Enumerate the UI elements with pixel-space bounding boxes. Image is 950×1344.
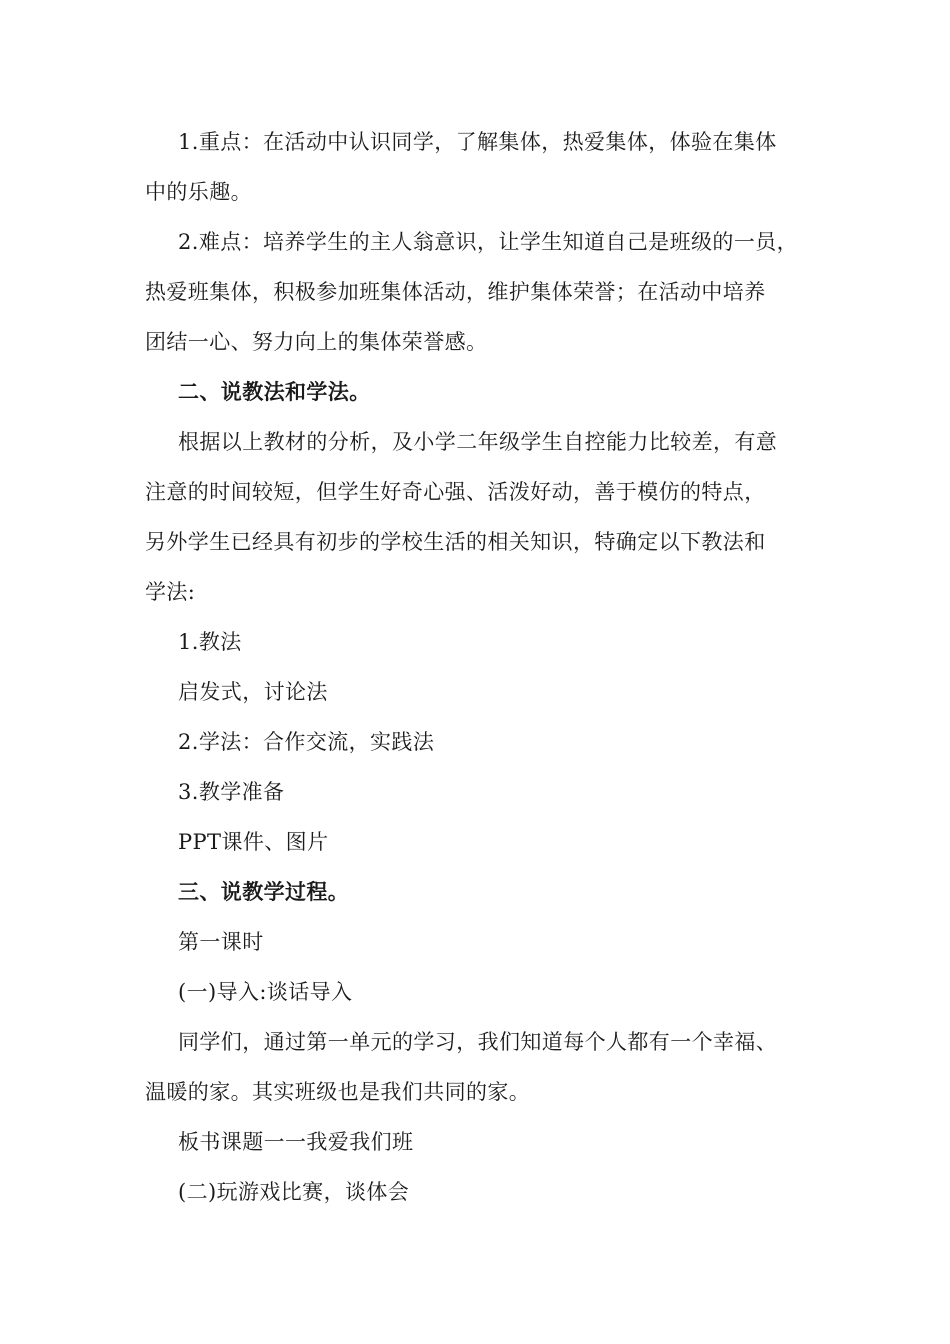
difficulty-line-1: 2.难点：培养学生的主人翁意识，让学生知道自己是班级的一员， [178, 230, 799, 254]
board-title-line: 板书课题一一我爱我们班 [178, 1130, 414, 1154]
difficulty-line-2: 热爱班集体，积极参加班集体活动，维护集体荣誉；在活动中培养 [145, 280, 766, 304]
difficulty-line-3: 团结一心、努力向上的集体荣誉感。 [145, 330, 488, 354]
methods-paragraph-line-4: 学法: [145, 580, 196, 604]
preparation-heading: 3.教学准备 [178, 780, 285, 804]
key-point-line-2: 中的乐趣。 [145, 180, 252, 204]
intro-paragraph-line-2: 温暖的家。其实班级也是我们共同的家。 [145, 1080, 531, 1104]
key-point-line-1: 1.重点：在活动中认识同学，了解集体，热爱集体，体验在集体 [178, 130, 777, 154]
methods-paragraph-line-3: 另外学生已经具有初步的学校生活的相关知识，特确定以下教法和 [145, 530, 766, 554]
section-heading-process: 三、说教学过程。 [178, 879, 350, 904]
teaching-method-heading: 1.教法 [178, 630, 242, 654]
methods-paragraph-line-1: 根据以上教材的分析，及小学二年级学生自控能力比较差，有意 [178, 430, 778, 454]
teaching-method-text: 启发式，讨论法 [178, 680, 328, 704]
methods-paragraph-line-2: 注意的时间较短，但学生好奇心强、活泼好动，善于模仿的特点， [145, 480, 766, 504]
learning-method-text: 2.学法：合作交流，实践法 [178, 730, 435, 754]
step-one-heading: (一)导入:谈话导入 [178, 980, 353, 1004]
step-two-heading: (二)玩游戏比赛，谈体会 [178, 1180, 410, 1204]
document-page [145, 117, 815, 1217]
intro-paragraph-line-1: 同学们，通过第一单元的学习，我们知道每个人都有一个幸福、 [178, 1030, 778, 1054]
section-heading-methods: 二、说教法和学法。 [178, 379, 371, 404]
preparation-text: PPT课件、图片 [178, 830, 329, 854]
lesson-period-label: 第一课时 [178, 930, 264, 954]
